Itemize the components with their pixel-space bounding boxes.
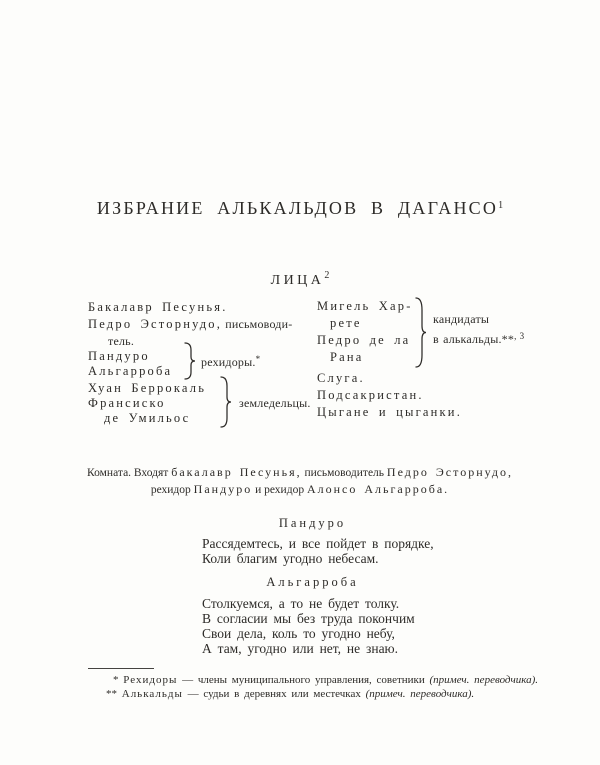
footnote-note: (примеч. переводчика). [365, 688, 475, 700]
stage-name: Алонсо Альгарроба. [306, 482, 450, 496]
stage-name: Педро Эсторнудо, [386, 465, 513, 479]
stage-name: Пандуро [193, 482, 253, 496]
brace-icon [219, 376, 232, 428]
footnote-ref-asterisk: * [255, 354, 261, 364]
cast-member-panduro: Пандуро [88, 349, 150, 363]
footnote-dash: — [182, 674, 194, 686]
brace-icon [414, 297, 427, 368]
stage-text: Комната. Входят [87, 467, 169, 479]
footnote-term: Рехидоры [123, 674, 178, 686]
cast-member-harrete-wrap: рете [330, 316, 362, 330]
cast-group-label-kandidaty: кандидаты [433, 312, 490, 326]
cast-member-role: письмоводи- [225, 317, 293, 331]
footnote-text: судьи в деревнях или местечках [203, 688, 361, 700]
stage-text: и рехидор [255, 484, 305, 496]
footnote-item [113, 674, 538, 686]
stage-name: бакалавр Песунья, [171, 465, 302, 479]
footnote-marker: * [113, 674, 119, 686]
cast-group-label-zemledeltsy: земледельцы. [239, 396, 311, 410]
footnote-term: Алькальды [121, 688, 183, 700]
endnote-ref-3: , 3 [514, 331, 525, 341]
verse-line: Рассядемтесь, и все пойдет в порядке, [202, 536, 434, 551]
page-title [0, 198, 600, 219]
cast-member-estornudo [88, 317, 292, 331]
cast-heading [0, 270, 600, 289]
stage-text: письмоводитель [304, 467, 385, 479]
footnote-note: (примеч. переводчика). [429, 674, 539, 686]
cast-group-label-rehidory [201, 352, 260, 369]
cast-member-algarroba: Альгарроба [88, 364, 173, 378]
endnote-ref-2: 2 [324, 270, 330, 281]
group-label-text: в алькальды.** [433, 332, 515, 346]
cast-member-pesunya: Бакалавр Песунья. [88, 300, 228, 314]
cast-heading-text: ЛИЦА [270, 273, 325, 288]
group-label-text: рехидоры. [201, 355, 256, 369]
stage-direction-line [70, 464, 530, 481]
footnote-dash: — [187, 688, 199, 700]
cast-member-podsakristan: Подсакристан. [317, 388, 424, 402]
page-title-text: ИЗБРАНИЕ АЛЬКАЛЬДОВ В ДАГАНСО [96, 198, 499, 218]
verse-line: Свои дела, коль то угодно небу, [202, 626, 395, 641]
footnote-marker: ** [106, 688, 117, 700]
footnote-item [106, 688, 474, 700]
cast-member-de-la-rana: Педро де ла [317, 333, 411, 347]
cast-member-rana-wrap: Рана [330, 350, 364, 364]
speaker-name-panduro: Пандуро [278, 516, 347, 530]
footnote-text: члены муниципального управления, советники [197, 674, 425, 686]
cast-member-harrete: Мигель Хар- [317, 299, 413, 313]
cast-member-sluga: Слуга. [317, 371, 365, 385]
cast-group-label-alkaldy [433, 329, 524, 346]
cast-member-name: Педро Эсторнудо, [88, 317, 223, 331]
stage-text: рехидор [150, 484, 191, 496]
cast-member-berrokal: Хуан Беррокаль [88, 381, 207, 395]
cast-member-role-wrap: тель. [108, 334, 135, 348]
endnote-ref-1: 1 [498, 200, 504, 211]
cast-member-francisko: Франсиско [88, 396, 166, 410]
stage-direction [70, 464, 530, 498]
speaker-name-algarroba: Альгарроба [266, 575, 359, 589]
verse-line: Столкуемся, а то не будет толку. [202, 596, 400, 611]
brace-icon [183, 342, 196, 380]
verse-line: А там, угодно или нет, не знаю. [202, 641, 399, 656]
cast-member-de-umilyos: де Умильос [104, 411, 191, 425]
footnote-separator [88, 668, 154, 669]
cast-member-tsygane: Цыгане и цыганки. [317, 405, 463, 419]
verse-line: В согласии мы без труда покончим [202, 611, 415, 626]
stage-direction-line [70, 481, 530, 498]
verse-line: Коли благим угодно небесам. [202, 551, 379, 566]
